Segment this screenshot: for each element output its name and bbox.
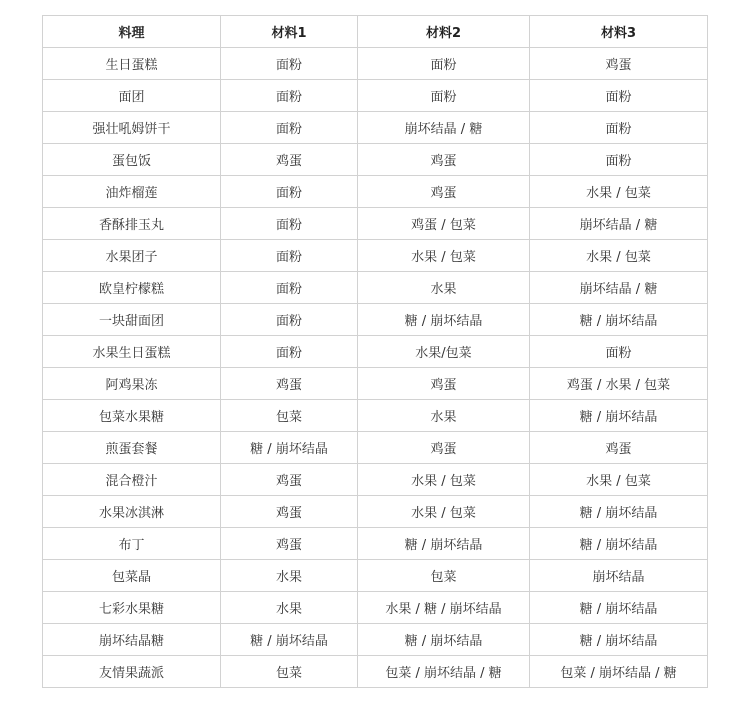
- dish-cell: 强壮吼姆饼干: [43, 112, 221, 144]
- ingredient-3-cell: 崩坏结晶 / 糖: [530, 272, 708, 304]
- table-row: [43, 624, 708, 656]
- ingredient-3-cell: 糖 / 崩坏结晶: [530, 400, 708, 432]
- table-row: [43, 560, 708, 592]
- ingredient-3-cell: 鸡蛋: [530, 48, 708, 80]
- table-row: [43, 272, 708, 304]
- ingredient-1-cell: 糖 / 崩坏结晶: [221, 432, 358, 464]
- table-row: [43, 304, 708, 336]
- ingredient-1-cell: 面粉: [221, 176, 358, 208]
- ingredient-3-cell: 水果 / 包菜: [530, 176, 708, 208]
- ingredient-3-cell: 水果 / 包菜: [530, 464, 708, 496]
- ingredient-2-cell: 面粉: [358, 80, 530, 112]
- dish-cell: 欧皇柠檬糕: [43, 272, 221, 304]
- table-row: [43, 496, 708, 528]
- ingredient-1-cell: 鸡蛋: [221, 144, 358, 176]
- table-row: [43, 240, 708, 272]
- dish-cell: 面团: [43, 80, 221, 112]
- table-row: [43, 48, 708, 80]
- ingredient-3-cell: 糖 / 崩坏结晶: [530, 496, 708, 528]
- ingredient-1-cell: 水果: [221, 560, 358, 592]
- ingredient-3-cell: 糖 / 崩坏结晶: [530, 528, 708, 560]
- table-row: [43, 208, 708, 240]
- ingredient-1-cell: 鸡蛋: [221, 496, 358, 528]
- ingredient-1-cell: 面粉: [221, 240, 358, 272]
- dish-cell: 水果冰淇淋: [43, 496, 221, 528]
- dish-cell: 崩坏结晶糖: [43, 624, 221, 656]
- table-row: [43, 336, 708, 368]
- header-row: [43, 16, 708, 48]
- dish-cell: 水果生日蛋糕: [43, 336, 221, 368]
- dish-cell: 香酥排玉丸: [43, 208, 221, 240]
- dish-cell: 蛋包饭: [43, 144, 221, 176]
- dish-cell: 七彩水果糖: [43, 592, 221, 624]
- ingredient-2-cell: 鸡蛋: [358, 144, 530, 176]
- ingredient-3-cell: 水果 / 包菜: [530, 240, 708, 272]
- table-row: [43, 528, 708, 560]
- ingredient-2-cell: 水果: [358, 400, 530, 432]
- ingredient-1-cell: 包菜: [221, 656, 358, 688]
- header-ingredient-1: 材料1: [221, 16, 358, 48]
- dish-cell: 水果团子: [43, 240, 221, 272]
- ingredient-3-cell: 鸡蛋: [530, 432, 708, 464]
- ingredient-1-cell: 面粉: [221, 304, 358, 336]
- dish-cell: 布丁: [43, 528, 221, 560]
- ingredient-3-cell: 面粉: [530, 112, 708, 144]
- header-ingredient-3: 材料3: [530, 16, 708, 48]
- ingredient-1-cell: 面粉: [221, 272, 358, 304]
- recipe-table: [42, 15, 708, 688]
- ingredient-3-cell: 面粉: [530, 336, 708, 368]
- header-dish: 料理: [43, 16, 221, 48]
- ingredient-2-cell: 鸡蛋: [358, 432, 530, 464]
- ingredient-3-cell: 崩坏结晶 / 糖: [530, 208, 708, 240]
- ingredient-2-cell: 水果/包菜: [358, 336, 530, 368]
- table-row: [43, 112, 708, 144]
- table-body: [43, 48, 708, 688]
- ingredient-2-cell: 鸡蛋 / 包菜: [358, 208, 530, 240]
- ingredient-2-cell: 糖 / 崩坏结晶: [358, 528, 530, 560]
- table-row: [43, 656, 708, 688]
- table-row: [43, 144, 708, 176]
- ingredient-1-cell: 包菜: [221, 400, 358, 432]
- ingredient-2-cell: 水果 / 包菜: [358, 496, 530, 528]
- ingredient-2-cell: 糖 / 崩坏结晶: [358, 304, 530, 336]
- ingredient-2-cell: 鸡蛋: [358, 176, 530, 208]
- ingredient-3-cell: 糖 / 崩坏结晶: [530, 304, 708, 336]
- ingredient-3-cell: 崩坏结晶: [530, 560, 708, 592]
- ingredient-1-cell: 鸡蛋: [221, 368, 358, 400]
- dish-cell: 包菜水果糖: [43, 400, 221, 432]
- ingredient-3-cell: 包菜 / 崩坏结晶 / 糖: [530, 656, 708, 688]
- ingredient-2-cell: 水果 / 包菜: [358, 240, 530, 272]
- header-ingredient-2: 材料2: [358, 16, 530, 48]
- dish-cell: 煎蛋套餐: [43, 432, 221, 464]
- dish-cell: 生日蛋糕: [43, 48, 221, 80]
- ingredient-2-cell: 鸡蛋: [358, 368, 530, 400]
- ingredient-3-cell: 面粉: [530, 144, 708, 176]
- ingredient-2-cell: 水果 / 糖 / 崩坏结晶: [358, 592, 530, 624]
- ingredient-1-cell: 水果: [221, 592, 358, 624]
- dish-cell: 混合橙汁: [43, 464, 221, 496]
- ingredient-3-cell: 面粉: [530, 80, 708, 112]
- ingredient-1-cell: 面粉: [221, 208, 358, 240]
- table-row: [43, 176, 708, 208]
- table-header: [43, 16, 708, 48]
- ingredient-3-cell: 糖 / 崩坏结晶: [530, 624, 708, 656]
- table-row: [43, 432, 708, 464]
- ingredient-1-cell: 面粉: [221, 336, 358, 368]
- dish-cell: 友情果蔬派: [43, 656, 221, 688]
- ingredient-1-cell: 面粉: [221, 112, 358, 144]
- ingredient-3-cell: 糖 / 崩坏结晶: [530, 592, 708, 624]
- ingredient-1-cell: 鸡蛋: [221, 464, 358, 496]
- ingredient-2-cell: 水果: [358, 272, 530, 304]
- table-row: [43, 80, 708, 112]
- ingredient-2-cell: 糖 / 崩坏结晶: [358, 624, 530, 656]
- table-row: [43, 368, 708, 400]
- table-row: [43, 464, 708, 496]
- ingredient-2-cell: 包菜 / 崩坏结晶 / 糖: [358, 656, 530, 688]
- ingredient-1-cell: 鸡蛋: [221, 528, 358, 560]
- table-row: [43, 592, 708, 624]
- dish-cell: 一块甜面团: [43, 304, 221, 336]
- table-row: [43, 400, 708, 432]
- ingredient-2-cell: 包菜: [358, 560, 530, 592]
- ingredient-2-cell: 面粉: [358, 48, 530, 80]
- ingredient-1-cell: 面粉: [221, 48, 358, 80]
- ingredient-2-cell: 崩坏结晶 / 糖: [358, 112, 530, 144]
- ingredient-3-cell: 鸡蛋 / 水果 / 包菜: [530, 368, 708, 400]
- ingredient-1-cell: 糖 / 崩坏结晶: [221, 624, 358, 656]
- dish-cell: 阿鸡果冻: [43, 368, 221, 400]
- ingredient-2-cell: 水果 / 包菜: [358, 464, 530, 496]
- dish-cell: 包菜晶: [43, 560, 221, 592]
- ingredient-1-cell: 面粉: [221, 80, 358, 112]
- dish-cell: 油炸榴莲: [43, 176, 221, 208]
